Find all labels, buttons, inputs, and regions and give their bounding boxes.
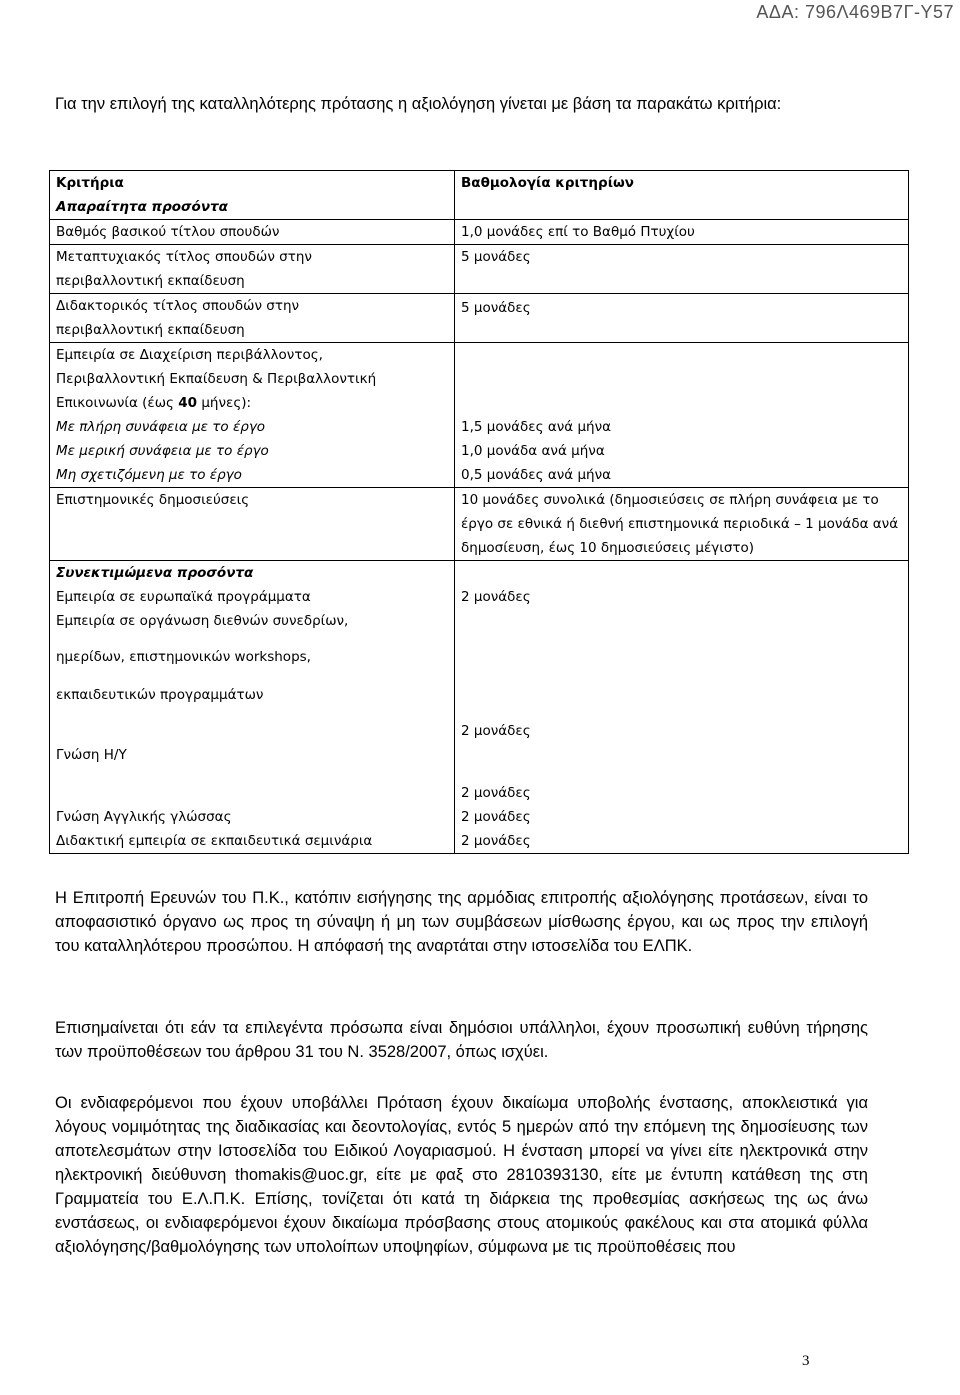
teaching-label: Διδακτική εμπειρία σε εκπαιδευτικά σεμινάρια <box>56 833 373 849</box>
conferences-score: 2 μονάδες <box>461 723 531 739</box>
experience-unrelated-score: 0,5 μονάδες ανά μήνα <box>461 467 612 483</box>
table-row <box>50 245 909 294</box>
experience-label: Περιβαλλοντική Εκπαίδευση & Περιβαλλοντική <box>56 371 377 387</box>
table-row <box>50 294 909 343</box>
criteria-column-header: Κριτήρια <box>56 175 124 191</box>
page-number: 3 <box>802 1353 810 1369</box>
degree-grade-score: 1,0 μονάδες επί το Βαθμό Πτυχίου <box>455 220 909 245</box>
experience-full-score: 1,5 μονάδες ανά μήνα <box>461 419 612 435</box>
computers-label: Γνώση Η/Υ <box>56 747 127 763</box>
experience-unrelated-label: Μη σχετιζόμενη με το έργο <box>56 467 242 483</box>
eu-programs-label: Εμπειρία σε ευρωπαϊκά προγράμματα <box>56 589 311 605</box>
criteria-table <box>49 170 909 854</box>
intro-text: Για την επιλογή της καταλληλότερης πρότασης η αξιολόγηση γίνεται με βάση τα παρακάτω κριτήρια: <box>55 95 782 113</box>
phd-label: περιβαλλοντική εκπαίδευση <box>56 322 245 338</box>
phd-score: 5 μονάδες <box>455 294 909 343</box>
weighted-qualifications-header: Συνεκτιμώμενα προσόντα <box>56 565 254 581</box>
experience-partial-label: Με μερική συνάφεια με το έργο <box>56 443 269 459</box>
experience-label: Επικοινωνία (έως 40 μήνες): <box>56 395 252 411</box>
ada-code: ΑΔΑ: 796Λ469Β7Γ-Υ57 <box>756 2 954 22</box>
conferences-label: Εμπειρία σε οργάνωση διεθνών συνεδρίων, <box>56 613 349 629</box>
english-label: Γνώση Αγγλικής γλώσσας <box>56 809 232 825</box>
experience-full-label: Με πλήρη συνάφεια με το έργο <box>56 419 266 435</box>
masters-score: 5 μονάδες <box>455 245 909 294</box>
degree-grade-label: Βαθμός βασικού τίτλου σπουδών <box>50 220 455 245</box>
publications-label: Επιστημονικές δημοσιεύσεις <box>50 488 455 561</box>
table-row <box>50 488 909 561</box>
publications-score: 10 μονάδες συνολικά (δημοσιεύσεις σε πλήρη συνάφεια με το έργο σε εθνικά ή διεθνή επιστημονικά περιοδικά – 1 μονάδα ανά δημοσίευση, έως 10 δημοσιεύσεις μέγιστο) <box>455 488 909 561</box>
conferences-label: ημερίδων, επιστημονικών workshops, <box>56 649 311 665</box>
conferences-label: εκπαιδευτικών προγραμμάτων <box>56 687 264 703</box>
experience-label: Εμπειρία σε Διαχείριση περιβάλλοντος, <box>56 347 323 363</box>
table-header-row <box>50 171 909 220</box>
table-row <box>50 343 909 488</box>
teaching-score: 2 μονάδες <box>461 833 531 849</box>
table-row <box>50 561 909 854</box>
phd-label: Διδακτορικός τίτλος σπουδών στην <box>56 298 300 314</box>
english-score: 2 μονάδες <box>461 809 531 825</box>
experience-partial-score: 1,0 μονάδα ανά μήνα <box>461 443 605 459</box>
masters-label: Μεταπτυχιακός τίτλος σπουδών στην <box>56 249 312 265</box>
table-row <box>50 220 909 245</box>
masters-label: περιβαλλοντική εκπαίδευση <box>56 273 245 289</box>
committee-paragraph: Η Επιτροπή Ερευνών του Π.Κ., κατόπιν εισήγησης της αρμόδιας επιτροπής αξιολόγησης προτάσεων, είναι το αποφασιστικό όργανο ως προς τη σύναψη ή μη των συμβάσεων μίσθωσης έργου, και ως προς την επιλογή του καταλληλότερου προσώπου. Η απόφασή της αναρτάται στην ιστοσελίδα του ΕΛΠΚ. <box>55 889 868 955</box>
objection-paragraph: Οι ενδιαφερόμενοι που έχουν υποβάλλει Πρόταση έχουν δικαίωμα υποβολής ένστασης, αποκλειστικά για λόγους νομιμότητας της διαδικασίας και δεοντολογίας, εντός 5 ημερών από την επόμενη της δημοσίευσης των αποτελεσμάτων στην Ιστοσελίδα του Ειδικού Λογαριασμού. Η ένσταση μπορεί να γίνει είτε ηλεκτρονικά στην ηλεκτρονική διεύθυνση thomakis@uoc.gr, είτε με φαξ στο 2810393130, είτε με έντυπη κατάθεση της στη Γραμματεία του Ε.Λ.Π.Κ. Επίσης, τονίζεται ότι κατά τη διάρκεια της προθεσμίας ασκήσεως της ως άνω ενστάσεως, οι ενδιαφερόμενοι έχουν δικαίωμα πρόσβασης στους ατομικούς φακέλους και στα ατομικά φύλλα αξιολόγησης/βαθμολόγησης των υπολοίπων υποψηφίων, σύμφωνα με τις προϋποθέσεις που <box>55 1094 868 1256</box>
required-qualifications-header: Απαραίτητα προσόντα <box>56 199 228 215</box>
civil-servants-paragraph: Επισημαίνεται ότι εάν τα επιλεγέντα πρόσωπα είναι δημόσιοι υπάλληλοι, έχουν προσωπική ευθύνη τήρησης των προϋποθέσεων του άρθρου 31 του Ν. 3528/2007, όπως ισχύει. <box>55 1019 868 1061</box>
computers-score: 2 μονάδες <box>461 785 531 801</box>
eu-programs-score: 2 μονάδες <box>461 589 531 605</box>
score-column-header: Βαθμολογία κριτηρίων <box>461 175 634 191</box>
